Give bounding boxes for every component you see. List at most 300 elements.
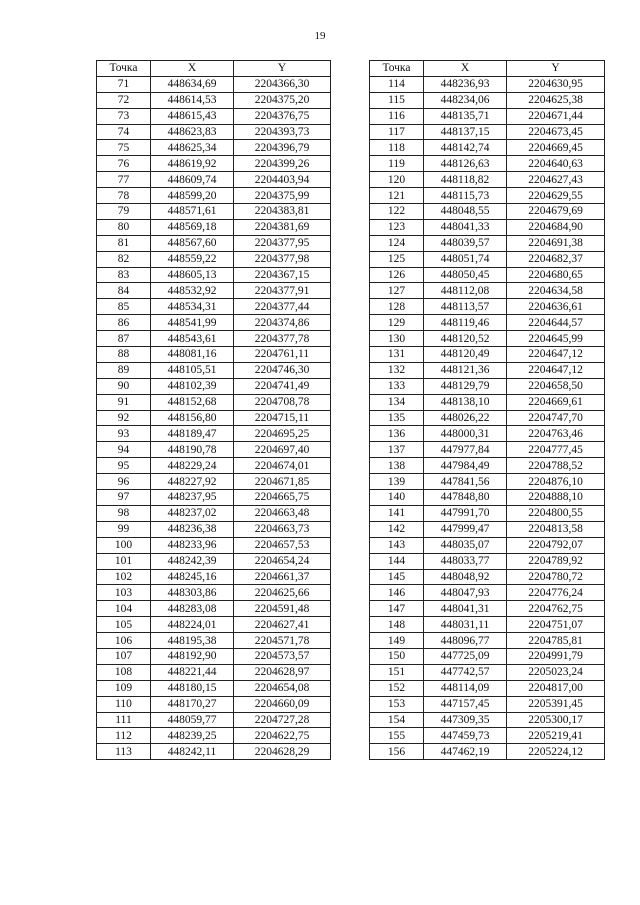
point-number: 122 [370,204,424,220]
table-row [97,188,331,204]
x-coordinate: 448234,06 [424,92,507,108]
table-row [97,331,331,347]
point-number: 110 [97,696,151,712]
y-coordinate: 2204695,25 [234,426,331,442]
x-coordinate: 448121,36 [424,362,507,378]
table-header-row [370,61,605,77]
point-number: 94 [97,442,151,458]
table-row [370,188,605,204]
x-coordinate: 448059,77 [151,712,234,728]
table-row [370,664,605,680]
table-row [370,76,605,92]
x-coordinate: 448118,82 [424,172,507,188]
x-coordinate: 448152,68 [151,394,234,410]
point-number: 141 [370,505,424,521]
point-number: 74 [97,124,151,140]
x-coordinate: 447459,73 [424,728,507,744]
table-row [97,283,331,299]
x-coordinate: 448041,33 [424,219,507,235]
x-coordinate: 448567,60 [151,235,234,251]
y-coordinate: 2204375,99 [234,188,331,204]
x-coordinate: 448113,57 [424,299,507,315]
y-coordinate: 2204636,61 [507,299,605,315]
point-number: 136 [370,426,424,442]
point-number: 132 [370,362,424,378]
y-coordinate: 2204777,45 [507,442,605,458]
table-row [370,648,605,664]
x-coordinate: 448114,09 [424,680,507,696]
y-coordinate: 2204741,49 [234,378,331,394]
y-coordinate: 2204991,79 [507,648,605,664]
y-coordinate: 2204629,55 [507,188,605,204]
table-row [370,378,605,394]
table-row [370,251,605,267]
y-coordinate: 2204573,57 [234,648,331,664]
header-y: Y [234,61,331,77]
point-number: 77 [97,172,151,188]
y-coordinate: 2204780,72 [507,569,605,585]
point-number: 138 [370,458,424,474]
table-row [370,299,605,315]
y-coordinate: 2204634,58 [507,283,605,299]
table-row [370,537,605,553]
table-row [370,728,605,744]
table-row [370,601,605,617]
header-x: X [424,61,507,77]
point-number: 148 [370,617,424,633]
y-coordinate: 2204888,10 [507,490,605,506]
x-coordinate: 448048,55 [424,204,507,220]
table-row [370,442,605,458]
point-number: 135 [370,410,424,426]
table-row [97,712,331,728]
point-number: 100 [97,537,151,553]
x-coordinate: 447462,19 [424,744,507,760]
table-row [97,648,331,664]
x-coordinate: 448035,07 [424,537,507,553]
x-coordinate: 448031,11 [424,617,507,633]
x-coordinate: 448283,08 [151,601,234,617]
y-coordinate: 2204393,73 [234,124,331,140]
point-number: 155 [370,728,424,744]
point-number: 129 [370,315,424,331]
y-coordinate: 2204376,75 [234,108,331,124]
y-coordinate: 2204625,38 [507,92,605,108]
point-number: 153 [370,696,424,712]
x-coordinate: 448105,51 [151,362,234,378]
table-row [370,172,605,188]
x-coordinate: 448142,74 [424,140,507,156]
y-coordinate: 2204367,15 [234,267,331,283]
point-number: 125 [370,251,424,267]
table-row [370,458,605,474]
table-row [370,362,605,378]
x-coordinate: 448189,47 [151,426,234,442]
point-number: 147 [370,601,424,617]
table-row [97,617,331,633]
table-row [97,442,331,458]
point-number: 118 [370,140,424,156]
point-number: 85 [97,299,151,315]
x-coordinate: 448156,80 [151,410,234,426]
x-coordinate: 448534,31 [151,299,234,315]
table-row [370,315,605,331]
x-coordinate: 447999,47 [424,521,507,537]
y-coordinate: 2204669,61 [507,394,605,410]
y-coordinate: 2204876,10 [507,474,605,490]
x-coordinate: 448237,02 [151,505,234,521]
table-row [97,235,331,251]
table-row [370,156,605,172]
point-number: 150 [370,648,424,664]
y-coordinate: 2204665,75 [234,490,331,506]
point-number: 109 [97,680,151,696]
header-y: Y [507,61,605,77]
x-coordinate: 448569,18 [151,219,234,235]
table-row [97,410,331,426]
point-number: 154 [370,712,424,728]
point-number: 75 [97,140,151,156]
table-row [97,680,331,696]
x-coordinate: 448625,34 [151,140,234,156]
header-x: X [151,61,234,77]
table-row [97,108,331,124]
y-coordinate: 2204747,70 [507,410,605,426]
table-row [370,633,605,649]
x-coordinate: 447984,49 [424,458,507,474]
x-coordinate: 448170,27 [151,696,234,712]
x-coordinate: 448239,25 [151,728,234,744]
x-coordinate: 448532,92 [151,283,234,299]
x-coordinate: 448026,22 [424,410,507,426]
table-row [370,331,605,347]
y-coordinate: 2204660,09 [234,696,331,712]
x-coordinate: 448599,20 [151,188,234,204]
y-coordinate: 2204785,81 [507,633,605,649]
point-number: 108 [97,664,151,680]
y-coordinate: 2204640,63 [507,156,605,172]
table-row [97,474,331,490]
y-coordinate: 2204761,11 [234,347,331,363]
point-number: 79 [97,204,151,220]
y-coordinate: 2204399,26 [234,156,331,172]
table-row [97,553,331,569]
table-row [370,680,605,696]
x-coordinate: 448138,10 [424,394,507,410]
point-number: 152 [370,680,424,696]
y-coordinate: 2204813,58 [507,521,605,537]
x-coordinate: 448050,45 [424,267,507,283]
point-number: 140 [370,490,424,506]
point-number: 78 [97,188,151,204]
x-coordinate: 447309,35 [424,712,507,728]
point-number: 96 [97,474,151,490]
point-number: 111 [97,712,151,728]
y-coordinate: 2204671,85 [234,474,331,490]
y-coordinate: 2204789,92 [507,553,605,569]
y-coordinate: 2204377,98 [234,251,331,267]
table-row [97,601,331,617]
x-coordinate: 448623,83 [151,124,234,140]
table-row [97,505,331,521]
y-coordinate: 2204625,66 [234,585,331,601]
y-coordinate: 2204669,45 [507,140,605,156]
x-coordinate: 448634,69 [151,76,234,92]
table-row [370,124,605,140]
table-row [370,92,605,108]
table-row [370,490,605,506]
table-row [97,585,331,601]
point-number: 146 [370,585,424,601]
y-coordinate: 2204622,75 [234,728,331,744]
y-coordinate: 2204628,97 [234,664,331,680]
point-number: 92 [97,410,151,426]
x-coordinate: 448245,16 [151,569,234,585]
table-row [370,140,605,156]
y-coordinate: 2204751,07 [507,617,605,633]
point-number: 151 [370,664,424,680]
point-number: 71 [97,76,151,92]
x-coordinate: 448229,24 [151,458,234,474]
point-number: 115 [370,92,424,108]
table-row [97,490,331,506]
x-coordinate: 448605,13 [151,267,234,283]
x-coordinate: 448120,49 [424,347,507,363]
x-coordinate: 448190,78 [151,442,234,458]
table-row [97,362,331,378]
x-coordinate: 448543,61 [151,331,234,347]
point-number: 90 [97,378,151,394]
table-row [370,617,605,633]
x-coordinate: 447991,70 [424,505,507,521]
y-coordinate: 2204684,90 [507,219,605,235]
table-row [97,76,331,92]
point-number: 116 [370,108,424,124]
point-number: 82 [97,251,151,267]
point-number: 103 [97,585,151,601]
y-coordinate: 2204647,12 [507,362,605,378]
point-number: 144 [370,553,424,569]
point-number: 119 [370,156,424,172]
table-row [97,744,331,760]
y-coordinate: 2204658,50 [507,378,605,394]
x-coordinate: 448135,71 [424,108,507,124]
table-row [97,347,331,363]
point-number: 143 [370,537,424,553]
x-coordinate: 448233,96 [151,537,234,553]
table-row [370,712,605,728]
y-coordinate: 2205300,17 [507,712,605,728]
x-coordinate: 448303,86 [151,585,234,601]
point-number: 113 [97,744,151,760]
y-coordinate: 2204654,24 [234,553,331,569]
y-coordinate: 2204762,75 [507,601,605,617]
table-row [97,569,331,585]
x-coordinate: 447841,56 [424,474,507,490]
table-row [370,283,605,299]
y-coordinate: 2204644,57 [507,315,605,331]
x-coordinate: 448000,31 [424,426,507,442]
y-coordinate: 2204727,28 [234,712,331,728]
x-coordinate: 447742,57 [424,664,507,680]
point-number: 98 [97,505,151,521]
table-row [97,299,331,315]
y-coordinate: 2204671,44 [507,108,605,124]
y-coordinate: 2204682,37 [507,251,605,267]
point-number: 145 [370,569,424,585]
table-row [97,664,331,680]
y-coordinate: 2204788,52 [507,458,605,474]
y-coordinate: 2204374,86 [234,315,331,331]
point-number: 137 [370,442,424,458]
point-number: 76 [97,156,151,172]
point-number: 95 [97,458,151,474]
coordinates-table-right [369,60,605,760]
table-row [370,474,605,490]
point-number: 133 [370,378,424,394]
y-coordinate: 2204691,38 [507,235,605,251]
table-row [97,156,331,172]
point-number: 84 [97,283,151,299]
table-row [97,458,331,474]
y-coordinate: 2204792,07 [507,537,605,553]
x-coordinate: 448126,63 [424,156,507,172]
point-number: 114 [370,76,424,92]
y-coordinate: 2204377,95 [234,235,331,251]
point-number: 102 [97,569,151,585]
y-coordinate: 2204661,37 [234,569,331,585]
x-coordinate: 448615,43 [151,108,234,124]
y-coordinate: 2204763,46 [507,426,605,442]
x-coordinate: 448081,16 [151,347,234,363]
header-point: Точка [97,61,151,77]
table-row [370,108,605,124]
point-number: 149 [370,633,424,649]
point-number: 105 [97,617,151,633]
y-coordinate: 2205219,41 [507,728,605,744]
table-row [97,426,331,442]
y-coordinate: 2204715,11 [234,410,331,426]
y-coordinate: 2204654,08 [234,680,331,696]
table-row [97,92,331,108]
y-coordinate: 2204680,65 [507,267,605,283]
coordinates-table-left [96,60,331,760]
x-coordinate: 448236,38 [151,521,234,537]
table-row [370,219,605,235]
point-number: 86 [97,315,151,331]
header-point: Точка [370,61,424,77]
y-coordinate: 2204674,01 [234,458,331,474]
point-number: 88 [97,347,151,363]
table-row [370,347,605,363]
y-coordinate: 2204571,78 [234,633,331,649]
point-number: 123 [370,219,424,235]
x-coordinate: 448112,08 [424,283,507,299]
point-number: 107 [97,648,151,664]
y-coordinate: 2204366,30 [234,76,331,92]
y-coordinate: 2205023,24 [507,664,605,680]
x-coordinate: 448048,92 [424,569,507,585]
x-coordinate: 448227,92 [151,474,234,490]
y-coordinate: 2204628,29 [234,744,331,760]
x-coordinate: 448541,99 [151,315,234,331]
table-row [370,410,605,426]
point-number: 87 [97,331,151,347]
point-number: 124 [370,235,424,251]
table-row [370,426,605,442]
x-coordinate: 448571,61 [151,204,234,220]
table-row [97,728,331,744]
y-coordinate: 2204377,91 [234,283,331,299]
x-coordinate: 447848,80 [424,490,507,506]
table-row [370,553,605,569]
table-row [97,140,331,156]
x-coordinate: 448047,93 [424,585,507,601]
x-coordinate: 448237,95 [151,490,234,506]
x-coordinate: 448051,74 [424,251,507,267]
x-coordinate: 447725,09 [424,648,507,664]
y-coordinate: 2204657,53 [234,537,331,553]
x-coordinate: 448195,38 [151,633,234,649]
x-coordinate: 448609,74 [151,172,234,188]
y-coordinate: 2205224,12 [507,744,605,760]
point-number: 126 [370,267,424,283]
point-number: 104 [97,601,151,617]
y-coordinate: 2204663,73 [234,521,331,537]
y-coordinate: 2204377,78 [234,331,331,347]
y-coordinate: 2204645,99 [507,331,605,347]
x-coordinate: 448119,46 [424,315,507,331]
x-coordinate: 448242,11 [151,744,234,760]
table-row [97,521,331,537]
point-number: 91 [97,394,151,410]
y-coordinate: 2204800,55 [507,505,605,521]
table-row [370,204,605,220]
table-row [97,219,331,235]
y-coordinate: 2204776,24 [507,585,605,601]
table-row [370,585,605,601]
x-coordinate: 448096,77 [424,633,507,649]
point-number: 134 [370,394,424,410]
y-coordinate: 2204708,78 [234,394,331,410]
point-number: 73 [97,108,151,124]
x-coordinate: 448120,52 [424,331,507,347]
table-row [370,394,605,410]
y-coordinate: 2204403,94 [234,172,331,188]
point-number: 83 [97,267,151,283]
table-row [97,267,331,283]
table-row [97,204,331,220]
x-coordinate: 448115,73 [424,188,507,204]
point-number: 130 [370,331,424,347]
table-row [97,315,331,331]
x-coordinate: 448033,77 [424,553,507,569]
y-coordinate: 2204627,43 [507,172,605,188]
point-number: 127 [370,283,424,299]
page-number: 19 [314,30,326,42]
y-coordinate: 2204697,40 [234,442,331,458]
point-number: 112 [97,728,151,744]
y-coordinate: 2204679,69 [507,204,605,220]
x-coordinate: 448242,39 [151,553,234,569]
point-number: 101 [97,553,151,569]
table-row [370,505,605,521]
point-number: 80 [97,219,151,235]
point-number: 131 [370,347,424,363]
table-row [370,521,605,537]
point-number: 117 [370,124,424,140]
point-number: 120 [370,172,424,188]
